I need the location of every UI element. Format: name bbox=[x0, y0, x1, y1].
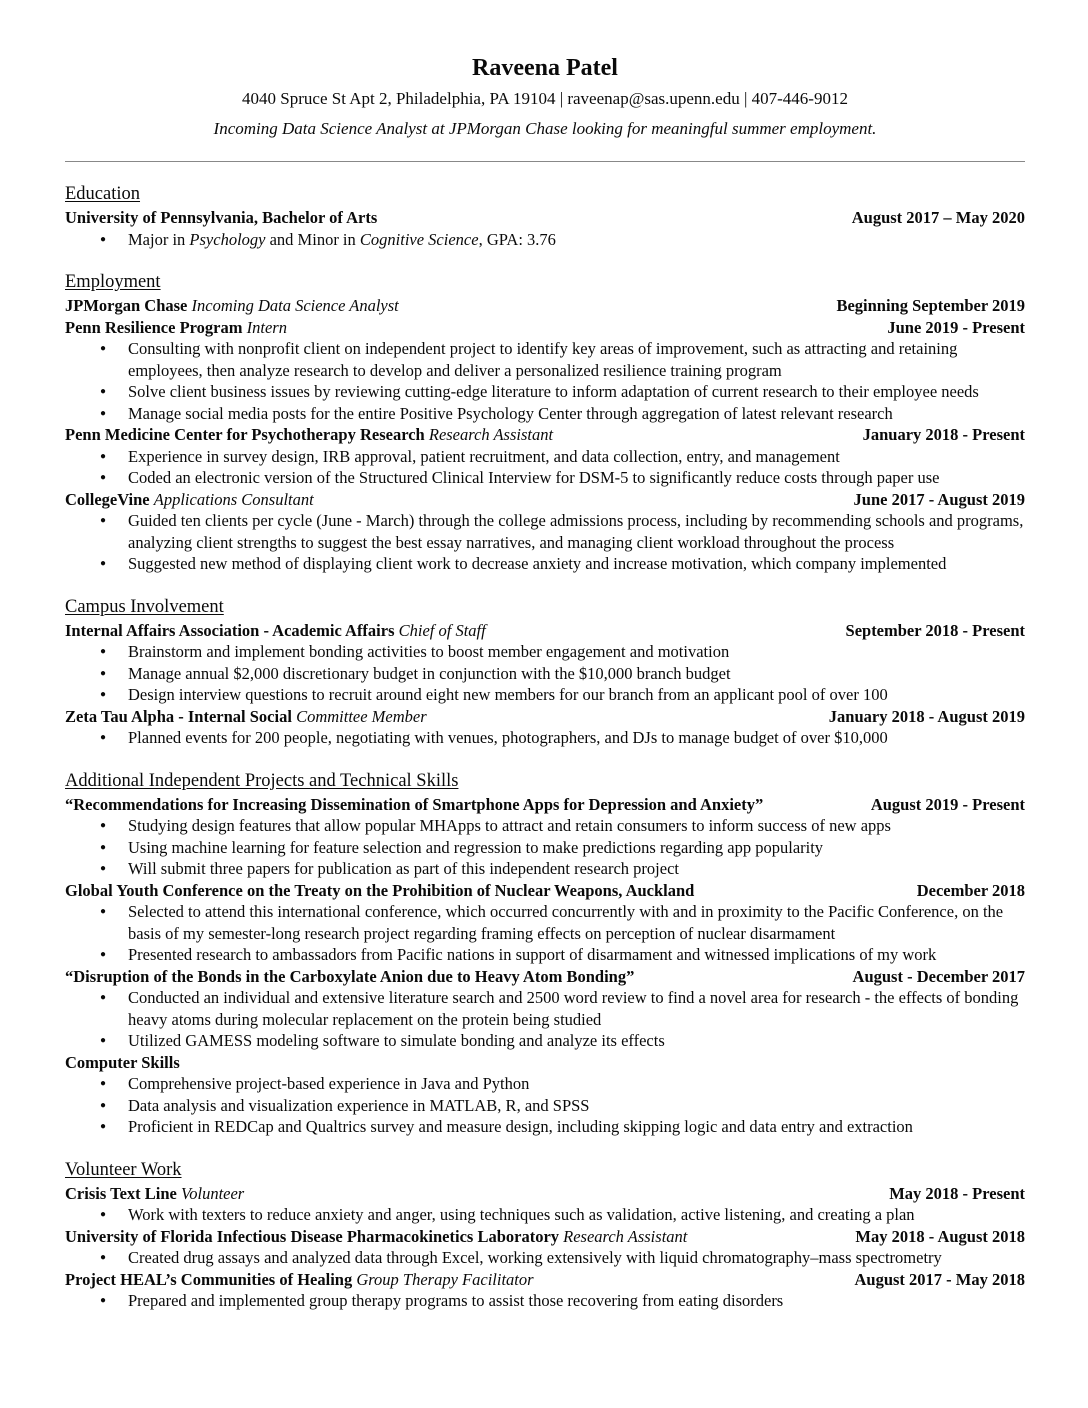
resume-section bbox=[65, 594, 1025, 749]
bullet-text: Data analysis and visualization experience in MATLAB, R, and SPSS bbox=[128, 1095, 590, 1115]
bullet-text-segment: and Minor in bbox=[265, 229, 360, 249]
entry-title: JPMorgan Chase bbox=[65, 296, 188, 315]
bullet-item bbox=[100, 1247, 1025, 1269]
entry-left bbox=[65, 880, 903, 902]
bullet-icon: ● bbox=[100, 732, 107, 743]
entry-left bbox=[65, 794, 857, 816]
bullet-text: Presented research to ambassadors from Pacific nations in support of disarmament and witnessed implications of my work bbox=[128, 945, 937, 964]
entry-role: Applications Consultant bbox=[153, 489, 314, 509]
bullet-text: Planned events for 200 people, negotiating with venues, photographers, and DJs to manage budget of over $10,000 bbox=[128, 728, 888, 747]
bullet-text: Brainstorm and implement bonding activities to boost member engagement and motivation bbox=[128, 642, 730, 661]
bullet-icon: ● bbox=[100, 841, 107, 853]
bullet-text: Coded an electronic version of the Structured Clinical Interview for DSM-5 to significantly reduce costs through paper use bbox=[128, 468, 940, 487]
section-heading: Volunteer Work bbox=[65, 1159, 182, 1180]
entry-left bbox=[65, 1183, 875, 1205]
entry-title: Penn Medicine Center for Psychotherapy Research bbox=[65, 425, 425, 444]
bullet-icon: ● bbox=[100, 1035, 107, 1046]
entry-date: September 2018 - Present bbox=[845, 620, 1025, 640]
bullet-text: Manage social media posts for the entire Positive Psychology Center through aggregation of latest relevant research bbox=[128, 403, 893, 423]
entry-header bbox=[65, 620, 1025, 642]
entry-date: Beginning September 2019 bbox=[836, 296, 1025, 315]
bullet-text-segment: , GPA: 3.76 bbox=[478, 229, 556, 249]
bullet-item bbox=[100, 467, 1025, 489]
sections bbox=[65, 181, 1025, 1312]
bullet-text-segment: Psychology bbox=[189, 229, 266, 249]
bullet-text: Prepared and implemented group therapy programs to assist those recovering from eating disorders bbox=[128, 1291, 784, 1310]
bullet-item bbox=[100, 1095, 1025, 1117]
bullet-item bbox=[100, 229, 1025, 251]
entry-title: Penn Resilience Program bbox=[65, 317, 243, 337]
entry-left bbox=[65, 489, 840, 511]
entry-left bbox=[65, 1052, 1025, 1074]
entry-left bbox=[65, 295, 822, 317]
bullet-item bbox=[100, 381, 1025, 403]
entry-title: “Recommendations for Increasing Dissemination of Smartphone Apps for Depression and Anxiety” bbox=[65, 794, 764, 814]
bullet-text: Suggested new method of displaying client work to decrease anxiety and increase motivation, which company implemented bbox=[128, 554, 947, 573]
entry-role: Research Assistant bbox=[428, 425, 554, 444]
bullet-text: Consulting with nonprofit client on independent project to identify key areas of improvement, such as attracting and retaining employees, then analyze research to develop and deliver a personalized resilience training program bbox=[128, 339, 958, 380]
resume-section bbox=[65, 181, 1025, 250]
bullet-item bbox=[100, 987, 1025, 1030]
entry-title: Crisis Text Line bbox=[65, 1183, 177, 1203]
entry-left bbox=[65, 1226, 841, 1248]
bullet-text: Created drug assays and analyzed data through Excel, working extensively with liquid chromatography–mass spectrometry bbox=[128, 1248, 942, 1267]
entry-header bbox=[65, 706, 1025, 728]
bullet-text: Experience in survey design, IRB approval, patient recruitment, and data collection, entry, and management bbox=[128, 446, 840, 466]
bullet-text: Selected to attend this international conference, which occurred concurrently with and in proximity to the Pacific Conference, on the basis of my semester-long research project regarding framing effects on perception of nuclear disarmament bbox=[128, 902, 1004, 943]
bullet-item bbox=[100, 641, 1025, 663]
bullet-icon: ● bbox=[100, 667, 107, 679]
bullet-icon: ● bbox=[100, 1295, 107, 1306]
entry-role: Volunteer bbox=[180, 1183, 245, 1203]
entry-header bbox=[65, 317, 1025, 339]
entry-title: Global Youth Conference on the Treaty on the Prohibition of Nuclear Weapons, Auckland bbox=[65, 880, 695, 900]
bullet-item bbox=[100, 338, 1025, 381]
section-heading: Additional Independent Projects and Technical Skills bbox=[65, 770, 459, 791]
entry-left bbox=[65, 317, 873, 339]
entry-left bbox=[65, 424, 849, 446]
bullet-icon: ● bbox=[100, 992, 107, 1003]
bullet-item bbox=[100, 553, 1025, 575]
bullet-icon: ● bbox=[100, 558, 107, 569]
bullet-item bbox=[100, 510, 1025, 553]
document-header bbox=[65, 54, 1025, 140]
bullet-item bbox=[100, 684, 1025, 706]
resume-section bbox=[65, 1157, 1025, 1312]
contact-line: 4040 Spruce St Apt 2, Philadelphia, PA 19104 | raveenap@sas.upenn.edu | 407-446-9012 bbox=[242, 89, 848, 108]
entry-header bbox=[65, 424, 1025, 446]
entry-title: Computer Skills bbox=[65, 1052, 180, 1072]
entry-role: Research Assistant bbox=[563, 1226, 688, 1246]
bullet-item bbox=[100, 1116, 1025, 1138]
bullet-item bbox=[100, 727, 1025, 749]
bullet-icon: ● bbox=[100, 863, 107, 874]
entry-date: August - December 2017 bbox=[852, 966, 1025, 986]
entry-left bbox=[65, 1269, 840, 1291]
bullet-item bbox=[100, 1290, 1025, 1312]
entry-header bbox=[65, 794, 1025, 816]
bullet-icon: ● bbox=[100, 1252, 107, 1263]
bullet-text: Comprehensive project-based experience in Java and Python bbox=[128, 1074, 530, 1093]
entry-title: Internal Affairs Association - Academic Affairs bbox=[65, 620, 395, 640]
entry-date: May 2018 - Present bbox=[889, 1183, 1025, 1203]
bullet-icon: ● bbox=[100, 689, 107, 700]
bullet-text: Manage annual $2,000 discretionary budget in conjunction with the $10,000 branch budget bbox=[128, 663, 731, 683]
entry-date: August 2017 – May 2020 bbox=[851, 208, 1025, 227]
bullet-item bbox=[100, 1204, 1025, 1226]
entry-title: Zeta Tau Alpha - Internal Social bbox=[65, 706, 292, 726]
bullet-icon: ● bbox=[100, 233, 107, 245]
bullet-item bbox=[100, 837, 1025, 859]
resume-section bbox=[65, 269, 1025, 575]
section-heading: Campus Involvement bbox=[65, 596, 224, 617]
entry-header bbox=[65, 880, 1025, 902]
bullet-item bbox=[100, 944, 1025, 966]
bullet-text: Will submit three papers for publication as part of this independent research project bbox=[128, 859, 679, 878]
bullet-text-segment: Major in bbox=[128, 229, 190, 249]
bullet-item bbox=[100, 1030, 1025, 1052]
entry-date: May 2018 - August 2018 bbox=[855, 1226, 1025, 1246]
person-name: Raveena Patel bbox=[472, 55, 618, 81]
bullet-item bbox=[100, 403, 1025, 425]
bullet-text: Design interview questions to recruit around eight new members for our branch from an applicant pool of over 100 bbox=[128, 685, 888, 704]
entry-title: “Disruption of the Bonds in the Carboxylate Anion due to Heavy Atom Bonding” bbox=[65, 966, 635, 986]
entry-date: December 2018 bbox=[916, 880, 1025, 900]
entry-header bbox=[65, 1269, 1025, 1291]
bullet-text: Proficient in REDCap and Qualtrics survey and measure design, including skipping logic and data entry and extraction bbox=[128, 1117, 913, 1136]
bullet-text: Using machine learning for feature selection and regression to make predictions regarding app popularity bbox=[128, 837, 824, 857]
bullet-item bbox=[100, 901, 1025, 944]
bullet-icon: ● bbox=[100, 949, 107, 960]
entry-role: Chief of Staff bbox=[398, 620, 486, 640]
entry-header bbox=[65, 1052, 1025, 1074]
bullet-text: Work with texters to reduce anxiety and anger, using techniques such as validation, active listening, and creating a plan bbox=[128, 1205, 915, 1224]
entry-left bbox=[65, 706, 815, 728]
entry-date: August 2017 - May 2018 bbox=[854, 1269, 1025, 1289]
bullet-text: Conducted an individual and extensive literature search and 2500 word review to find a novel area for research - the effects of bonding heavy atoms during molecular replacement on the protein being studied bbox=[128, 988, 1019, 1029]
entry-role: Group Therapy Facilitator bbox=[356, 1269, 534, 1289]
entry-date: August 2019 - Present bbox=[870, 794, 1025, 814]
bullet-icon: ● bbox=[100, 1078, 107, 1089]
entry-title: CollegeVine bbox=[65, 489, 150, 509]
section-heading: Employment bbox=[65, 272, 161, 292]
entry-date: January 2018 - Present bbox=[862, 425, 1025, 444]
entry-role: Incoming Data Science Analyst bbox=[191, 296, 399, 315]
bullet-icon: ● bbox=[100, 1099, 107, 1111]
entry-header bbox=[65, 207, 1025, 229]
entry-role: Intern bbox=[246, 317, 287, 337]
bullet-text: Studying design features that allow popular MHApps to attract and retain consumers to inform success of new apps bbox=[128, 816, 891, 835]
bullet-icon: ● bbox=[100, 1121, 107, 1132]
bullet-icon: ● bbox=[100, 472, 107, 483]
entry-left bbox=[65, 207, 838, 229]
entry-header bbox=[65, 295, 1025, 317]
resume-section bbox=[65, 768, 1025, 1138]
entry-title: Project HEAL’s Communities of Healing bbox=[65, 1269, 353, 1289]
bullet-text: Solve client business issues by reviewing cutting-edge literature to inform adaptation of current research to their employee needs bbox=[128, 382, 979, 401]
entry-date: June 2017 - August 2019 bbox=[853, 489, 1025, 509]
entry-header bbox=[65, 1183, 1025, 1205]
bullet-icon: ● bbox=[100, 1209, 107, 1220]
entry-header bbox=[65, 966, 1025, 988]
bullet-text: Utilized GAMESS modeling software to simulate bonding and analyze its effects bbox=[128, 1031, 665, 1050]
header-divider bbox=[65, 161, 1025, 162]
section-heading: Education bbox=[65, 184, 141, 204]
entry-role: Committee Member bbox=[296, 706, 427, 726]
bullet-icon: ● bbox=[100, 386, 107, 397]
bullet-text bbox=[128, 229, 1025, 251]
entry-title: University of Pennsylvania, Bachelor of Arts bbox=[65, 208, 378, 227]
bullet-icon: ● bbox=[100, 450, 107, 462]
bullet-text: Guided ten clients per cycle (June - March) through the college admissions process, including by recommending schools and programs, analyzing client strengths to suggest the best essay narratives, and managing client workload throughout the process bbox=[128, 511, 1024, 552]
bullet-icon: ● bbox=[100, 820, 107, 831]
objective-tagline: Incoming Data Science Analyst at JPMorgan Chase looking for meaningful summer employment. bbox=[213, 119, 877, 138]
bullet-item bbox=[100, 815, 1025, 837]
entry-header bbox=[65, 489, 1025, 511]
entry-header bbox=[65, 1226, 1025, 1248]
bullet-icon: ● bbox=[100, 515, 107, 526]
bullet-icon: ● bbox=[100, 343, 107, 354]
bullet-item bbox=[100, 858, 1025, 880]
entry-date: January 2018 - August 2019 bbox=[828, 706, 1025, 726]
bullet-text-segment: Cognitive Science bbox=[359, 229, 479, 249]
bullet-item bbox=[100, 1073, 1025, 1095]
bullet-icon: ● bbox=[100, 906, 107, 917]
entry-date: June 2019 - Present bbox=[887, 317, 1025, 337]
bullet-item bbox=[100, 446, 1025, 468]
bullet-icon: ● bbox=[100, 646, 107, 657]
bullet-item bbox=[100, 663, 1025, 685]
entry-title: University of Florida Infectious Disease Pharmacokinetics Laboratory bbox=[65, 1226, 560, 1246]
bullet-icon: ● bbox=[100, 407, 107, 419]
entry-left bbox=[65, 620, 832, 642]
entry-left bbox=[65, 966, 839, 988]
